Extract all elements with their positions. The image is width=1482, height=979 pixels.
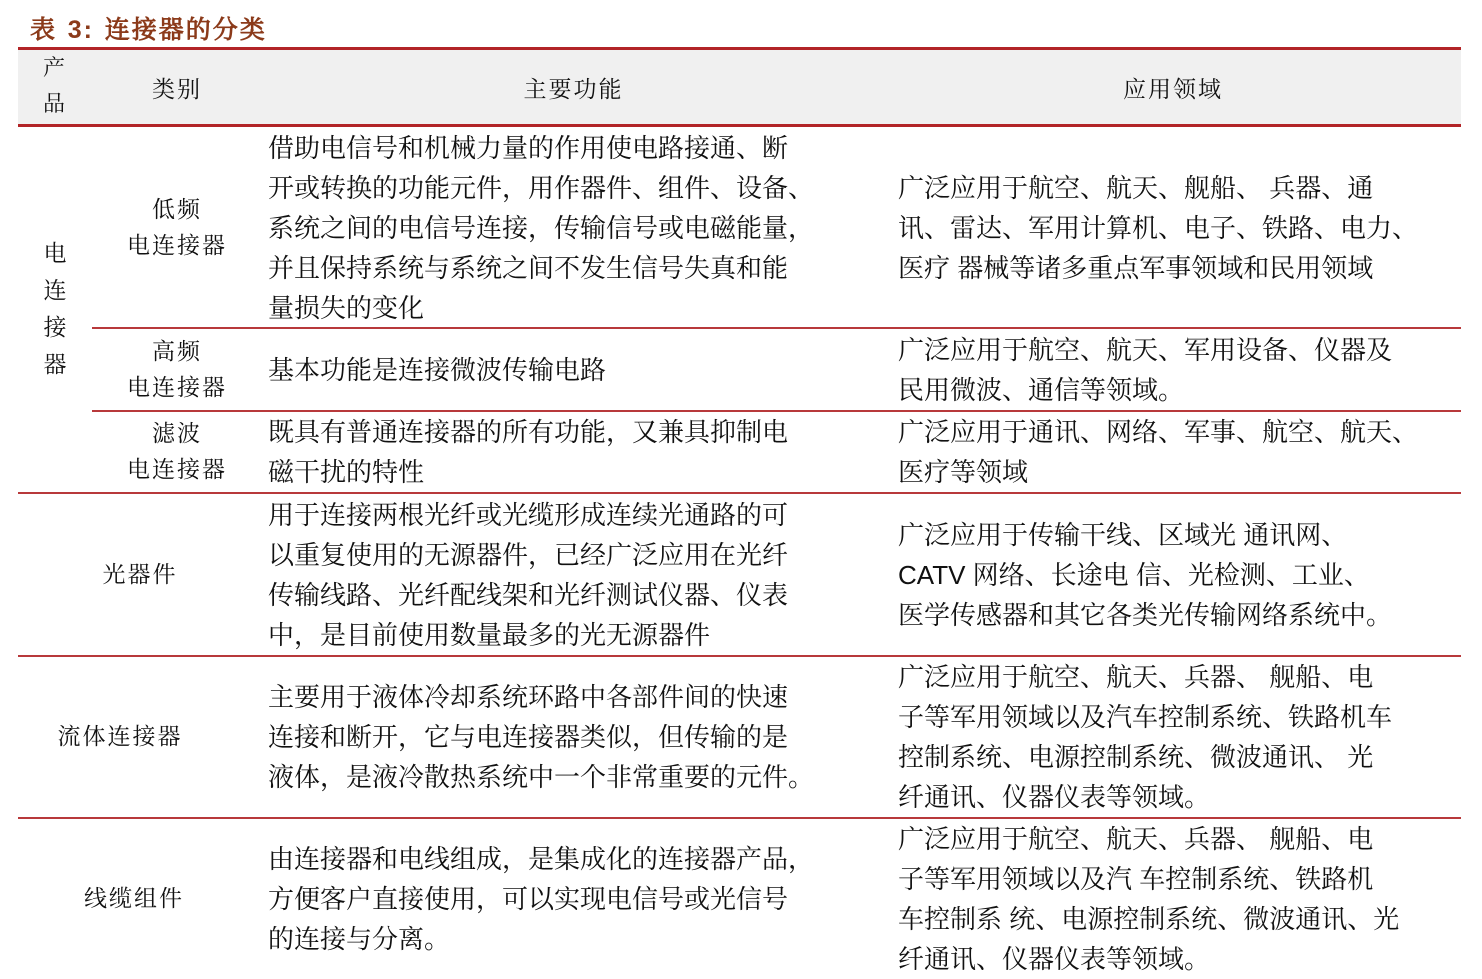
table-row-optical bbox=[18, 494, 1461, 655]
table-header bbox=[18, 47, 1461, 127]
function-line: 液体，是液冷散热系统中一个非常重要的元件。 bbox=[268, 762, 815, 792]
application-line: 广泛应用于航空、航天、军用设备、仪器及 bbox=[898, 334, 1393, 365]
table-row-high-frequency bbox=[18, 329, 1461, 410]
application-line: 医疗 器械等诸多重点军事领域和民用领域 bbox=[898, 252, 1374, 283]
application-line: 广泛应用于航空、航天、兵器、 舰船、电 bbox=[898, 662, 1374, 692]
application-line: 纤通讯、仪器仪表等领域。 bbox=[898, 944, 1211, 974]
application-line: 子等军用领域以及汽 车控制系统、铁路机 bbox=[898, 864, 1374, 894]
function-line: 既具有普通连接器的所有功能，又兼具抑制电 bbox=[268, 417, 789, 447]
category-line: 电连接器 bbox=[127, 457, 227, 483]
table-caption bbox=[30, 10, 267, 46]
function-line: 并且保持系统与系统之间不发生信号失真和能 bbox=[268, 252, 789, 283]
function-cell bbox=[268, 819, 883, 979]
application-line: 医学传感器和其它各类光传输网络系统中。 bbox=[898, 599, 1393, 630]
product-cell: 线缆组件 bbox=[84, 886, 184, 912]
product-char: 接 bbox=[43, 314, 67, 341]
application-line: 讯、雷达、军用计算机、电子、铁路、电力、 bbox=[898, 212, 1419, 243]
application-cell bbox=[898, 494, 1458, 655]
table-row-cable bbox=[18, 819, 1461, 979]
function-line: 借助电信号和机械力量的作用使电路接通、断 bbox=[268, 132, 789, 163]
application-cell bbox=[898, 127, 1458, 328]
header-application: 应用领域 bbox=[1123, 76, 1223, 103]
function-line: 开或转换的功能元件，用作器件、组件、设备、 bbox=[268, 172, 815, 203]
application-line: 民用微波、通信等领域。 bbox=[898, 374, 1185, 405]
application-line: CATV 网络、长途电 信、光检测、工业、 bbox=[898, 559, 1370, 590]
function-line: 方便客户直接使用，可以实现电信号或光信号 bbox=[268, 884, 789, 914]
category-cell bbox=[92, 412, 262, 492]
function-line: 基本功能是连接微波传输电路 bbox=[268, 354, 607, 385]
header-product bbox=[18, 50, 92, 124]
category-line: 电连接器 bbox=[127, 232, 227, 259]
function-line: 由连接器和电线组成，是集成化的连接器产品， bbox=[268, 844, 815, 874]
caption-text: 连接器的分类 bbox=[104, 15, 267, 44]
function-line: 用于连接两根光纤或光缆形成连续光通路的可 bbox=[268, 499, 789, 530]
product-cell: 光器件 bbox=[102, 561, 178, 588]
application-line: 医疗等领域 bbox=[898, 457, 1029, 487]
application-cell bbox=[898, 412, 1458, 492]
header-product-char: 产 bbox=[42, 56, 67, 81]
application-line: 控制系统、电源控制系统、微波通讯、 光 bbox=[898, 742, 1374, 772]
function-line: 连接和断开，它与电连接器类似，但传输的是 bbox=[268, 722, 789, 752]
function-line: 中，是目前使用数量最多的光无源器件 bbox=[268, 619, 711, 650]
product-char: 电 bbox=[43, 240, 67, 267]
category-line: 高频 bbox=[152, 338, 202, 365]
function-line: 量损失的变化 bbox=[268, 292, 425, 323]
application-cell bbox=[898, 657, 1458, 817]
application-line: 广泛应用于航空、航天、舰船、 兵器、通 bbox=[898, 172, 1374, 203]
product-cell: 流体连接器 bbox=[57, 724, 183, 750]
application-line: 车控制系 统、电源控制系统、微波通讯、光 bbox=[898, 904, 1400, 934]
function-line: 以重复使用的无源器件，已经广泛应用在光纤 bbox=[268, 539, 789, 570]
function-cell bbox=[268, 657, 883, 817]
application-cell bbox=[898, 819, 1458, 979]
product-char: 连 bbox=[43, 277, 67, 304]
function-cell bbox=[268, 127, 883, 328]
function-line: 磁干扰的特性 bbox=[268, 457, 425, 487]
table-row-fluid bbox=[18, 657, 1461, 817]
connector-classification-table bbox=[18, 47, 1461, 974]
product-char: 器 bbox=[43, 351, 67, 378]
header-category: 类别 bbox=[152, 76, 202, 103]
function-line: 主要用于液体冷却系统环路中各部件间的快速 bbox=[268, 682, 789, 712]
table-row-filter bbox=[18, 412, 1461, 492]
category-line: 滤波 bbox=[152, 421, 202, 447]
caption-number: 3: bbox=[67, 16, 94, 44]
header-product-char: 品 bbox=[42, 92, 67, 117]
function-line: 系统之间的电信号连接，传输信号或电磁能量， bbox=[268, 212, 815, 243]
application-line: 广泛应用于传输干线、区域光 通讯网、 bbox=[898, 519, 1348, 550]
function-cell bbox=[268, 329, 883, 410]
function-cell bbox=[268, 412, 883, 492]
application-line: 纤通讯、仪器仪表等领域。 bbox=[898, 782, 1211, 812]
table-row-low-frequency bbox=[18, 127, 1461, 328]
application-cell bbox=[898, 329, 1458, 410]
application-line: 广泛应用于通讯、网络、军事、航空、航天、 bbox=[898, 417, 1419, 447]
function-line: 的连接与分离。 bbox=[268, 924, 451, 954]
category-cell bbox=[92, 127, 262, 328]
category-line: 电连接器 bbox=[127, 374, 227, 401]
category-line: 低频 bbox=[152, 196, 202, 223]
application-line: 子等军用领域以及汽车控制系统、铁路机车 bbox=[898, 702, 1393, 732]
application-line: 广泛应用于航空、航天、兵器、 舰船、电 bbox=[898, 824, 1374, 854]
function-line: 传输线路、光纤配线架和光纤测试仪器、仪表 bbox=[268, 579, 789, 610]
header-function: 主要功能 bbox=[523, 76, 624, 103]
caption-prefix: 表 bbox=[30, 15, 58, 44]
category-cell bbox=[92, 329, 262, 410]
function-cell bbox=[268, 494, 883, 655]
